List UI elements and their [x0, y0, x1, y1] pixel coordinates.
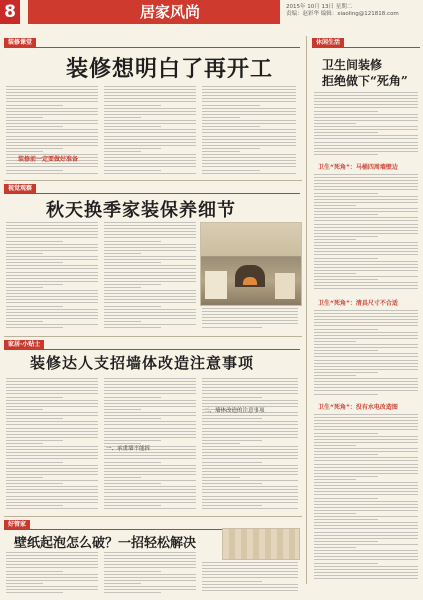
text-column — [104, 86, 196, 178]
text-column — [104, 222, 196, 332]
bottom-headline: 壁纸起泡怎么破？一招轻松解决 — [14, 536, 197, 551]
issue-date: 2015年 10月 13日 星期二 — [286, 4, 353, 10]
main-headline: 装修想明白了再开工 — [66, 56, 274, 82]
text-column — [202, 378, 298, 512]
text-column — [104, 552, 196, 596]
section-rule — [4, 47, 300, 48]
lower-kicker-2: 二、墙体改造的注意事项 — [204, 408, 265, 414]
divider — [4, 516, 302, 517]
section-title: 居家风尚 — [28, 0, 280, 24]
middle-headline: 秋天换季家装保养细节 — [46, 200, 236, 221]
right-subhead-1: 卫生“死角”：马桶四周墙壁边 — [318, 164, 398, 171]
section-tag-label: 装修课堂 — [4, 38, 36, 48]
section-tag-middle — [4, 184, 300, 194]
fire-glow — [243, 277, 257, 285]
armchair — [205, 271, 227, 299]
section-rule — [312, 47, 420, 48]
divider — [4, 180, 302, 181]
text-column — [6, 552, 98, 596]
section-tag-right — [312, 38, 420, 48]
section-rule — [4, 349, 300, 350]
editor-line: 责编：赵彩华 编辑：xiaoling@121818.com — [286, 11, 399, 17]
column-divider — [306, 36, 307, 584]
text-column — [6, 378, 98, 512]
text-column — [314, 414, 418, 584]
masthead — [0, 0, 423, 24]
masthead-meta — [286, 4, 399, 18]
section-tag-label: 视觉观察 — [4, 184, 36, 194]
fireplace-photo — [200, 222, 302, 306]
section-tag-label: 好管家 — [4, 520, 30, 530]
page-number: 8 — [0, 0, 20, 24]
text-column — [6, 222, 98, 332]
right-subhead-3: 卫生“死角”：没有水电改造图 — [318, 404, 398, 411]
section-tag-top — [4, 38, 300, 48]
text-column — [202, 562, 298, 596]
side-chair — [275, 273, 295, 299]
section-rule — [4, 193, 300, 194]
lower-headline: 装修达人支招墙体改造注意事项 — [30, 354, 255, 372]
divider — [4, 336, 302, 337]
text-column — [314, 92, 418, 158]
wallpaper-photo — [222, 528, 300, 560]
text-column — [314, 310, 418, 398]
text-column — [202, 86, 296, 178]
right-subhead-2: 卫生“死角”：清具尺寸不合适 — [318, 300, 398, 307]
right-headline-2: 拒绝做下“死角” — [322, 74, 408, 88]
section-tag-lower — [4, 340, 300, 350]
lower-kicker-1: 一、承重墙不能拆 — [106, 446, 151, 452]
text-column — [6, 86, 98, 178]
text-column — [314, 174, 418, 294]
right-headline-1: 卫生间装修 — [322, 58, 383, 72]
section-tag-label: 家居·小贴士 — [4, 340, 44, 350]
main-subhead: 装修前一定要做好准备 — [18, 156, 79, 163]
section-tag-label: 休闲生活 — [312, 38, 344, 48]
text-column — [202, 308, 298, 332]
